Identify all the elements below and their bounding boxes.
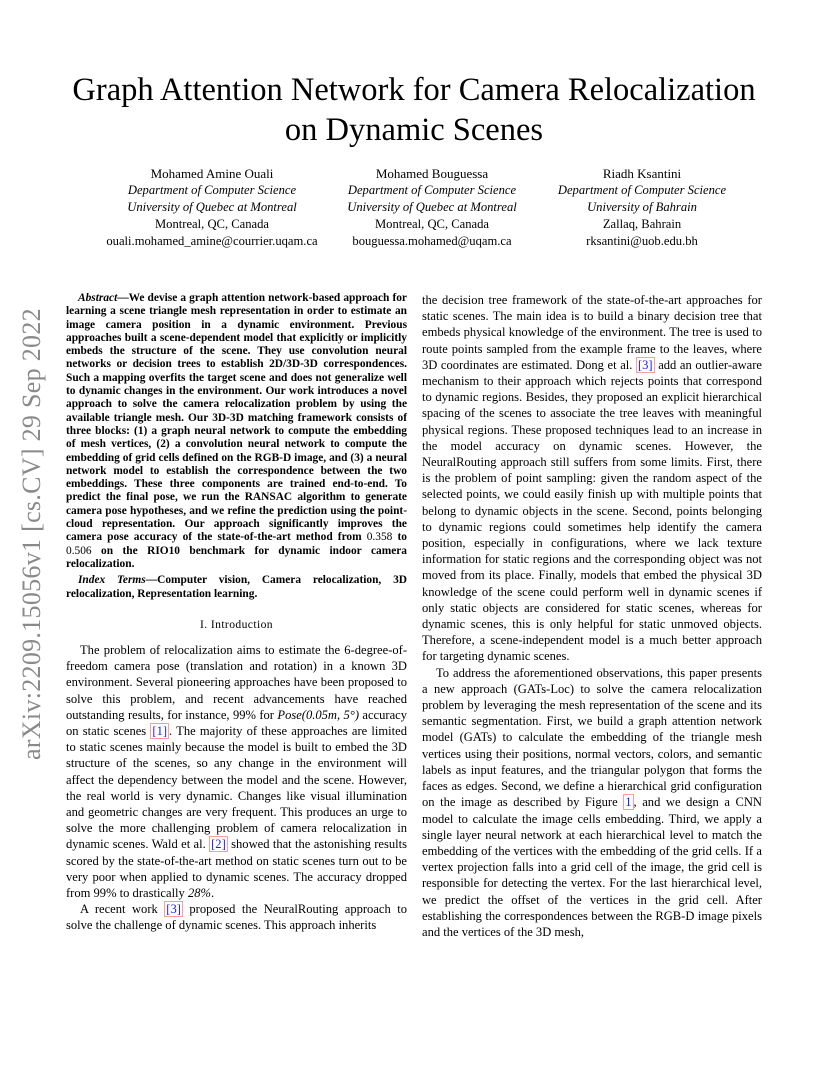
- author-dept: Department of Computer Science: [127, 183, 297, 197]
- text-run: A recent work: [80, 902, 165, 917]
- text-run: . The majority of these approaches are limited to static scenes mainly because the model is built to embed the 3D structure of the scenes, so any change in the environment will affect the dependency between the model and the scene. However, the real world is very dynamic. Changes like visual illumination and geometric changes are very frequent. This produces an urge to solve the more challenging problem of camera relocalization in dynamic scenes. Wald et al.: [66, 724, 407, 852]
- author-block-3: [512, 165, 772, 250]
- author-dept: Department of Computer Science: [347, 183, 517, 197]
- text-run: add an outlier-aware mechanism to their approach which rejects points that correspond to dynamic regions. Besides, they proposed an explicit hierarchical spacing of the scenes to associate the tree leaves with meaningful physical regions. These proposed techniques lead to an increase in the model accuracy on dynamic scenes. However, the NeuralRouting approach still suffers from some limits. First, there is the problem of point sampling: given the random aspect of the selected points, we could easily finish up with multiple points that belong to dynamic objects in the scene. Second, points belonging to dynamic regions could sometimes help identify the camera position, especially in configurations, where we lack texture information for static regions and the corresponding object was not moved from its place. Finally, models that embed the physical 3D knowledge of the scene could perform well in dynamic scenes if only static objects are considered for static scenes, whereas for dynamic scenes, this is only helpful for static unmoved objects. Therefore, a scene-independent model is a much better approach for targeting dynamic scenes.: [422, 357, 762, 664]
- text-run: The problem of relocalization aims to estimate the 6-degree-of-freedom camera pose (translation and rotation) in a known 3D environment. Several pioneering approaches have been proposed to solve this problem, and recent advancements have reached outstanding results, for instance, 99% for: [66, 643, 407, 722]
- index-terms-text: —Computer vision, Camera relocalization, 3D relocalization, Representation learning.: [66, 574, 407, 600]
- abstract-text: —We devise a graph attention network-based approach for learning a scene triangle mesh representation in order to estimate an image camera position in a dynamic environment. Previous approaches built a scene-dependent model that explicitly or implicitly embeds the structure of the scene. They use convolution neural networks or decision trees to establish 2D/3D-3D correspondences. Such a mapping overfits the target scene and does not generalize well to dynamic changes in the environment. Our work introduces a novel approach to solve the camera relocalization problem by using the available triangle mesh. Our 3D-3D matching framework consists of three blocks: (1) a graph neural network to compute the embedding of mesh vertices, (2) a convolution neural network to compute the embedding of grid cells defined on the RGB-D image, and (3) a neural network model to establish the correspondence between the two embeddings. These three components are trained end-to-end. To predict the final pose, we run the RANSAC algorithm to generate camera pose hypotheses, and we refine the prediction using the point-cloud representation. Our approach significantly improves the camera pose accuracy of the state-of-the-art method from: [66, 292, 407, 544]
- author-city: Montreal, QC, Canada: [374, 217, 489, 231]
- intro-paragraph-2-cont: [422, 292, 762, 665]
- figure-link[interactable]: 1: [625, 795, 632, 810]
- author-univ: University of Quebec at Montreal: [127, 200, 297, 214]
- text-run: showed that the astonishing results scored by the state-of-the-art method on static scenes turn out to be very poor when applied to dynamic scenes. The accuracy dropped from 99% to drastically: [66, 837, 407, 901]
- text-run: accuracy on static scenes: [66, 707, 407, 739]
- intro-paragraph-3: [422, 665, 762, 940]
- abstract: [66, 292, 407, 571]
- intro-paragraph-2-start: [66, 901, 407, 933]
- text-run: proposed the NeuralRouting approach to solve the challenge of dynamic scenes. This approach inherits: [66, 902, 407, 933]
- text-run: , and we design a CNN model to calculate the image cells embedding. Third, we apply a single layer neural network at each hierarchical level to match the embedding of the vertices with the embedding of the grid cells. If a vertex projection falls into a grid cell of the image, the grid cell is responsible for detecting the vertex. For the last hierarchical level, we predict the offset of the vertices in the grid cell. After establishing the correspondences between the RGB-D image pixels and the vertices of the 3D mesh,: [422, 795, 762, 939]
- author-email[interactable]: bouguessa.mohamed@uqam.ca: [352, 234, 512, 248]
- abstract-value-2: 0.506: [66, 544, 92, 557]
- abstract-lead: Abstract: [78, 292, 118, 304]
- abstract-to: to: [392, 531, 407, 544]
- citation-link[interactable]: [1]: [152, 724, 168, 739]
- abstract-value-1: 0.358: [366, 531, 393, 544]
- author-univ: University of Quebec at Montreal: [347, 200, 517, 214]
- section-heading-introduction: I. Introduction: [200, 617, 273, 631]
- author-city: Montreal, QC, Canada: [154, 217, 269, 231]
- index-terms: [66, 574, 407, 601]
- author-email[interactable]: rksantini@uob.edu.bh: [586, 234, 698, 248]
- author-name: Riadh Ksantini: [602, 166, 682, 181]
- arxiv-stamp: arXiv:2209.15056v1 [cs.CV] 29 Sep 2022: [17, 308, 46, 760]
- title-line-1: Graph Attention Network for Camera Relocalization: [72, 72, 756, 108]
- left-column: [66, 292, 407, 934]
- author-univ: University of Bahrain: [587, 200, 697, 214]
- author-email[interactable]: ouali.mohamed_amine@courrier.uqam.ca: [106, 234, 318, 248]
- math-pose: Pose(0.05m, 5°): [277, 707, 360, 722]
- author-dept: Department of Computer Science: [557, 183, 727, 197]
- index-terms-lead: Index Terms: [78, 574, 146, 587]
- citation-link[interactable]: [3]: [637, 357, 653, 372]
- author-name: Mohamed Amine Ouali: [150, 166, 274, 181]
- author-name: Mohamed Bouguessa: [375, 166, 489, 181]
- citation-link[interactable]: [2]: [211, 837, 226, 852]
- abstract-end: on the RIO10 benchmark for dynamic indoor camera relocalization.: [66, 544, 407, 570]
- math-percent: 28%: [187, 886, 211, 901]
- intro-paragraph-1: [66, 642, 407, 901]
- paper-title: [40, 70, 788, 150]
- right-column: [422, 292, 762, 940]
- text-run: the decision tree framework of the state-of-the-art approaches for static scenes. The main idea is to build a binary decision tree that embeds physical knowledge of the environment. The tree is used to route points sampled from the example frame to the leaves, where 3D coordinates are estimated. Dong et al.: [422, 293, 762, 372]
- text-run: To address the aforementioned observations, this paper presents a new approach (GATs-Loc) to solve the camera relocalization problem by leveraging the mesh representation of the scene and its semantic segmentation. First, we build a graph attention network model (GATs) to calculate the embedding of the triangle mesh vertices using their positions, normal vectors, colors, and semantic labels as input features, and the triangular polygon that forms the faces as edges. Second, we define a hierarchical grid configuration on the image as described by Figure: [422, 665, 762, 810]
- author-city: Zallaq, Bahrain: [602, 217, 682, 231]
- citation-link[interactable]: [3]: [166, 902, 181, 917]
- text-run: .: [210, 886, 215, 901]
- title-line-2: on Dynamic Scenes: [284, 112, 544, 148]
